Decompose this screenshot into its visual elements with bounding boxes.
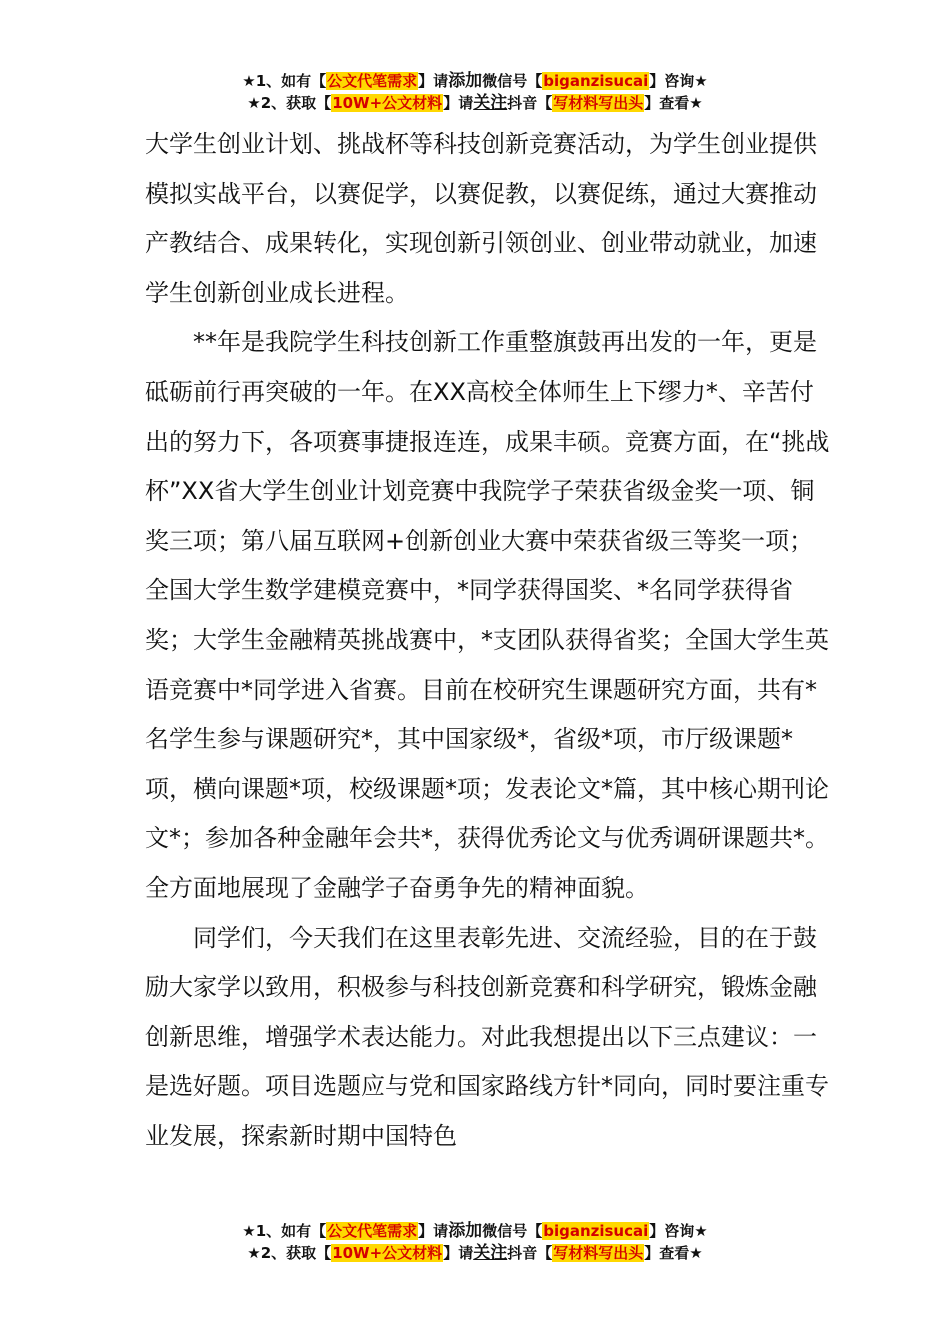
banner-highlight: biganzisucai [543, 1222, 649, 1240]
document-body [145, 120, 835, 1161]
banner-emphasis: 关注 [473, 1243, 508, 1263]
banner-text: ★1、如有【 [242, 1222, 327, 1240]
banner-emphasis: 关注 [473, 93, 508, 113]
header-banner [0, 70, 950, 114]
banner-emphasis: 添加 [448, 1221, 483, 1241]
banner-highlight: 公文代笔需求 [327, 1222, 418, 1240]
paragraph: **年是我院学生科技创新工作重整旗鼓再出发的一年，更是砥砺前行再突破的一年。在XX高校全体师生上下缪力*、辛苦付出的努力下，各项赛事捷报连连，成果丰硕。竞赛方面，在“挑战杯”XX省大学生创业计划竞赛中我院学子荣获省级金奖一项、铜奖三项；第八届互联网+创新创业大赛中荣获省级三等奖一项；全国大学生数学建模竞赛中，*同学获得国奖、*名同学获得省奖；大学生金融精英挑战赛中，*支团队获得省奖；全国大学生英语竞赛中*同学进入省赛。目前在校研究生课题研究方面，共有*名学生参与课题研究*，其中国家级*，省级*项，市厅级课题*项，横向课题*项，校级课题*项；发表论文*篇，其中核心期刊论文*；参加各种金融年会共*，获得优秀论文与优秀调研课题共*。全方面地展现了金融学子奋勇争先的精神面貌。 [145, 328, 830, 902]
banner-text: 】请 [443, 94, 474, 112]
banner-text: 】查看★ [644, 94, 703, 112]
banner-highlight: 10W+公文材料 [332, 94, 443, 112]
banner-text: 】请 [443, 1244, 474, 1262]
banner-text: 】咨询★ [649, 1222, 708, 1240]
banner-highlight: 写材料写出头 [553, 94, 644, 112]
banner-text: ★2、获取【 [247, 1244, 332, 1262]
banner-text: ★1、如有【 [242, 72, 327, 90]
banner-text: ★2、获取【 [247, 94, 332, 112]
banner-highlight: biganzisucai [543, 72, 649, 90]
banner-line-2 [0, 92, 950, 114]
banner-text: 抖音【 [507, 94, 553, 112]
paragraph: 同学们，今天我们在这里表彰先进、交流经验，目的在于鼓励大家学以致用，积极参与科技创新竞赛和科学研究，锻炼金融创新思维，增强学术表达能力。对此我想提出以下三点建议：一是选好题。项目选题应与党和国家路线方针*同向，同时要注重专业发展，探索新时期中国特色 [145, 923, 829, 1150]
banner-text: 】咨询★ [649, 72, 708, 90]
banner-highlight: 写材料写出头 [553, 1244, 644, 1262]
banner-text: 】请 [418, 72, 449, 90]
banner-text: 微信号【 [482, 1222, 543, 1240]
banner-line-1 [0, 1220, 950, 1242]
footer-banner [0, 1220, 950, 1264]
banner-text: 】请 [418, 1222, 449, 1240]
paragraph: 大学生创业计划、挑战杯等科技创新竞赛活动，为学生创业提供模拟实战平台，以赛促学，以赛促教，以赛促练，通过大赛推动产教结合、成果转化，实现创新引领创业、创业带动就业，加速学生创新创业成长进程。 [145, 130, 817, 307]
banner-emphasis: 添加 [448, 71, 483, 91]
banner-highlight: 10W+公文材料 [332, 1244, 443, 1262]
banner-line-2 [0, 1242, 950, 1264]
banner-line-1 [0, 70, 950, 92]
banner-text: 】查看★ [644, 1244, 703, 1262]
banner-text: 抖音【 [507, 1244, 553, 1262]
banner-text: 微信号【 [482, 72, 543, 90]
banner-highlight: 公文代笔需求 [327, 72, 418, 90]
